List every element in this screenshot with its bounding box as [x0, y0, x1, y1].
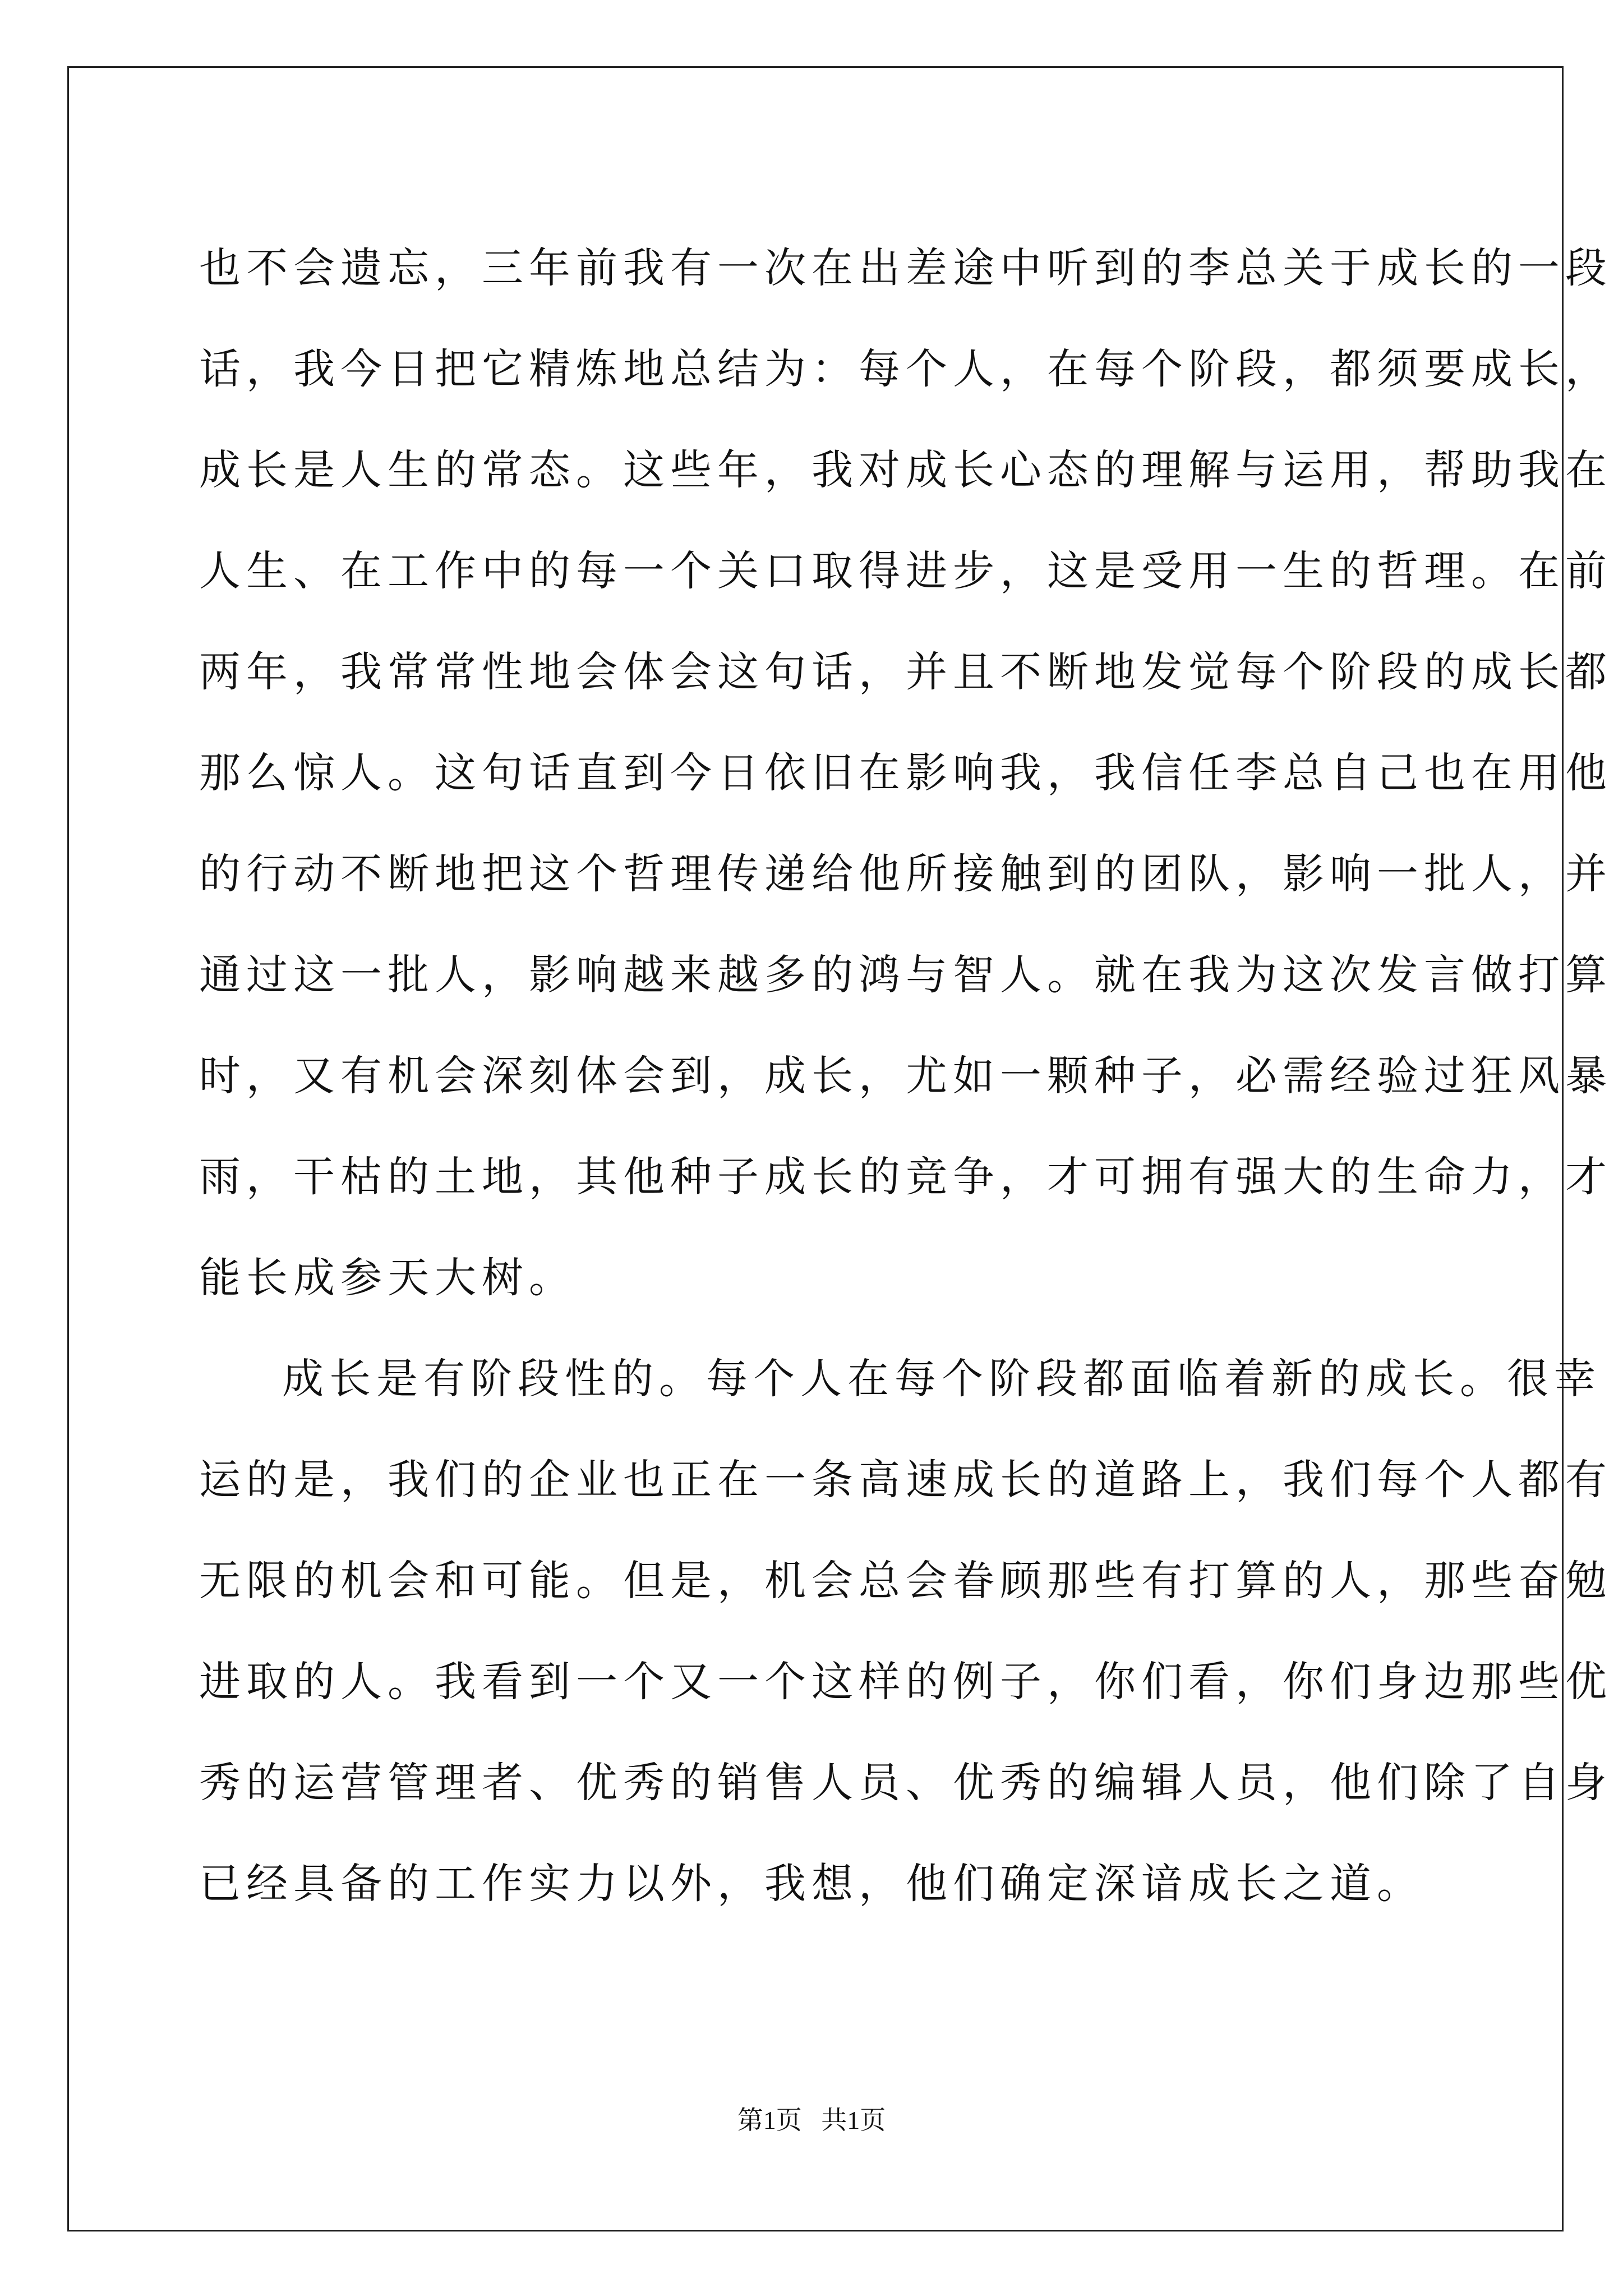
text-line: 已经具备的工作实力以外，我想，他们确定深谙成长之道。 — [199, 1860, 1424, 1908]
text-line: 成长是人生的常态。这些年，我对成长心态的理解与运用，帮助我在 — [199, 446, 1612, 494]
text-line: 无限的机会和可能。但是，机会总会眷顾那些有打算的人，那些奋勉 — [199, 1557, 1612, 1605]
document-body — [199, 218, 1612, 1934]
text-line: 能长成参天大树。 — [199, 1254, 576, 1302]
text-line: 运的是，我们的企业也正在一条高速成长的道路上，我们每个人都有 — [199, 1456, 1612, 1504]
text-line: 进取的人。我看到一个又一个这样的例子，你们看，你们身边那些优 — [199, 1658, 1612, 1706]
text-line: 秀的运营管理者、优秀的销售人员、优秀的编辑人员，他们除了自身 — [199, 1759, 1612, 1807]
text-line: 通过这一批人，影响越来越多的鸿与智人。就在我为这次发言做打算 — [199, 951, 1612, 999]
text-line: 人生、在工作中的每一个关口取得进步，这是受用一生的哲理。在前 — [199, 547, 1612, 595]
text-line: 雨，干枯的土地，其他种子成长的竞争，才可拥有强大的生命力，才 — [199, 1153, 1612, 1201]
text-line: 时，又有机会深刻体会到，成长，尤如一颗种子，必需经验过狂风暴 — [199, 1052, 1612, 1100]
text-line: 的行动不断地把这个哲理传递给他所接触到的团队，影响一批人，并 — [199, 850, 1612, 898]
paragraph-first-line: 成长是有阶段性的。每个人在每个阶段都面临着新的成长。很幸 — [282, 1355, 1601, 1403]
text-line: 也不会遗忘，三年前我有一次在出差途中听到的李总关于成长的一段 — [199, 244, 1612, 292]
text-line: 两年，我常常性地会体会这句话，并且不断地发觉每个阶段的成长都 — [199, 648, 1612, 696]
text-line: 那么惊人。这句话直到今日依旧在影响我，我信任李总自己也在用他 — [199, 749, 1612, 797]
text-line: 话，我今日把它精炼地总结为：每个人，在每个阶段，都须要成长， — [199, 345, 1612, 393]
page-number-footer: 第1页 共1页 — [737, 2106, 886, 2134]
